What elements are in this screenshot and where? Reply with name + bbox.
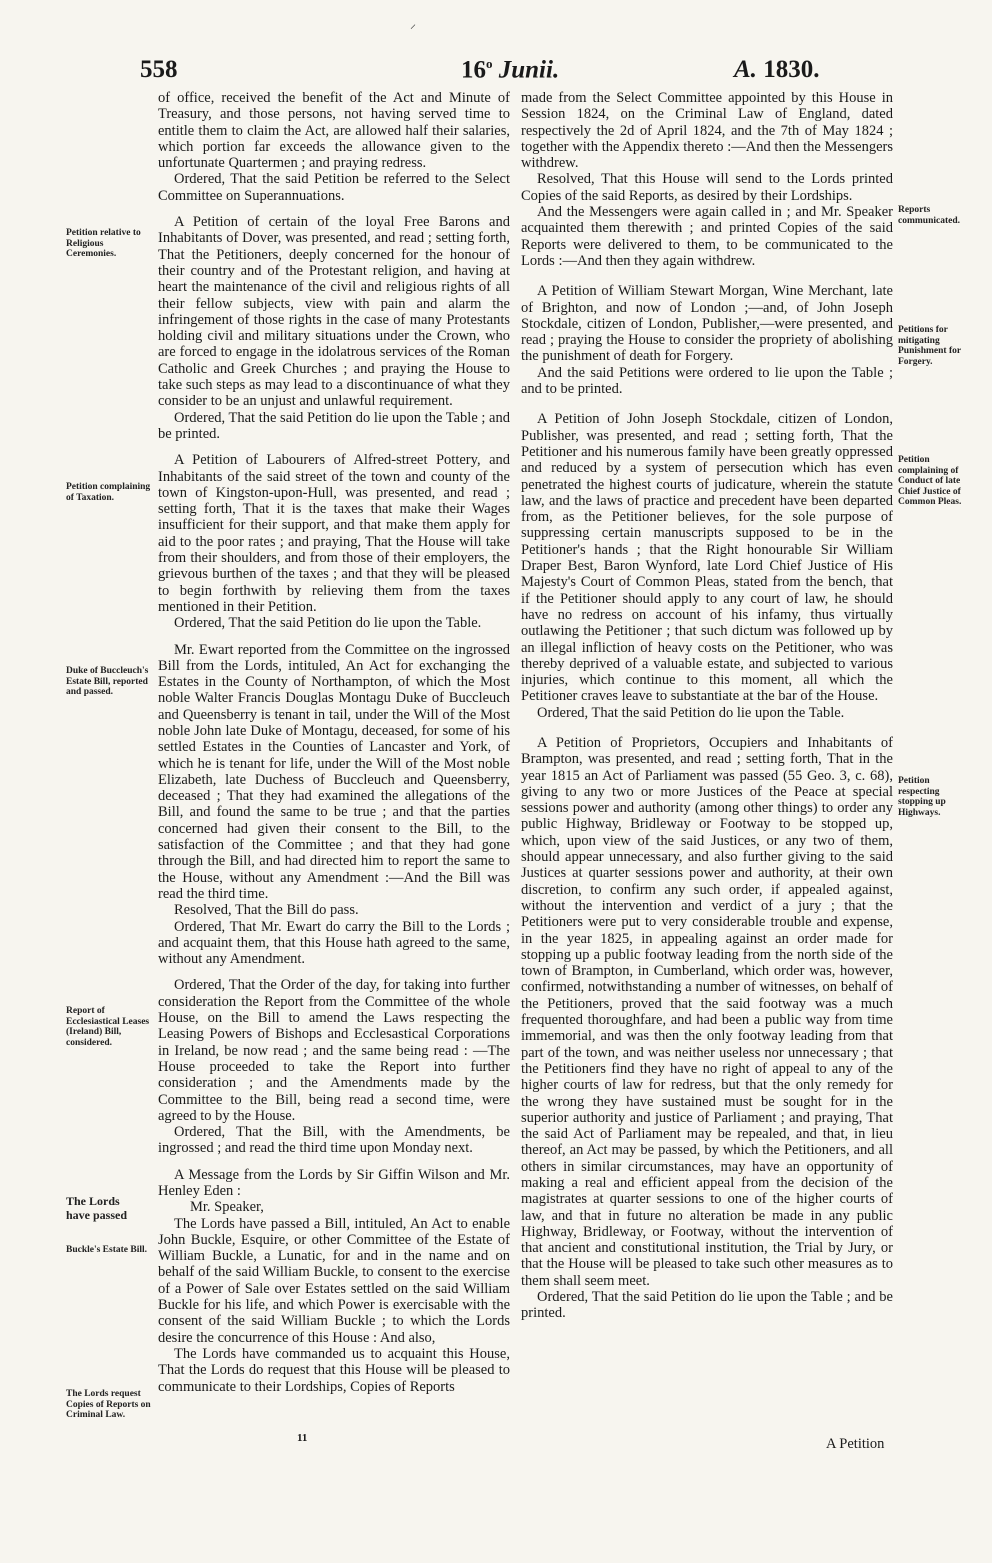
margin-note: Report of Ecclesiastical Leases (Ireland) Bill, considered. <box>66 1006 150 1048</box>
paragraph: Mr. Ewart reported from the Committee on the ingrossed Bill from the Lords, intituled, An Act for exchanging the Estates in the County of Northampton, of which the Most noble Walter Francis Douglas Montagu Duke of Buccleuch and Queensberry is tenant in tail, under the Will of the Most noble John late Duke of Montagu, deceased, for some of his settled Estates in the Counties of Lancaster and York, of which he is tenant for life, under the Will of the Most noble Elizabeth, late Duchess of Buccleuch and Queensberry, deceased ; That they had examined the allegations of the Bill, and found the same to be true ; and that the parties concerned had given their consent to the Bill, to the satisfaction of the Committee ; and that they had gone through the Bill, and had directed him to report the same to the House, without any Amendment :—And the Bill was read the third time. <box>158 641 510 902</box>
margin-note: The Lords have passed <box>66 1194 128 1222</box>
margin-note: Petition complaining of Conduct of late Chief Justice of Common Pleas. <box>898 455 962 507</box>
paragraph: made from the Select Committee appointed by this House in Session 1824, on the Criminal Law of England, dated respectively the 2d of April 1824, and the 7th of May 1824 ; together with the Appendix thereto :—And then the Messengers withdrew. <box>521 90 893 172</box>
margin-note: The Lords request Copies of Reports on Criminal Law. <box>66 1389 151 1420</box>
paragraph: A Petition of Proprietors, Occupiers and Inhabitants of Brampton, was presented, and read ; setting forth, That in the year 1815 an Act of Parliament was passed (55 Geo. 3, c. 68), giving to any two or more Justices of the Peace at special sessions power and authority (among other things) to order any public Highway, Bridleway or Footway to be stopped up, which, upon view of the said Justices, or any two of them, should appear unnecessary, and also further giving to the said Justices at quarter sessions power and authority, at their own discretion, to confirm any such order, if appealed against, without the intervention and verdict of a jury ; that the Petitioners were put to very considerable trouble and expense, in the year 1825, in appealing against an order made for stopping up a public footway leading from the north side of the town of Brampton, in Cumberland, which order was, however, confirmed, notwithstanding a number of witnesses, on behalf of the Petitioners, proved that the said footway was a much frequented thoroughfare, and had been a public way from time immemorial, and was then the only footway leading from that part of the town, and was neither useless nor unnecessary ; that the Petitioners find they have no right of appeal to any of the higher courts of law for redress, but that the only remedy for the wrong they have sustained must be sought for in the superior authority and justice of Parliament ; and praying, That the said Act of Parliament may be repealed, and that, in lieu thereof, an Act may be passed, by which the Petitioners, and all others in similar circumstances, may have an opportunity of making a real and efficient appeal from the decision of the magistrates at quarter sessions to one of the higher courts of law, and that in future no alteration be made in any public Highway, Bridleway, or Footway, without the intervention of that ancient and constitutional institution, the Trial by Jury, or that the House will be pleased to take such other measures as to them shall seem meet. <box>521 734 893 1289</box>
right-column <box>521 90 893 1322</box>
paragraph: Ordered, That the Bill, with the Amendments, be ingrossed ; and read the third time upon Monday next. <box>158 1124 510 1157</box>
catchword: A Petition <box>826 1436 885 1452</box>
paragraph: of office, received the benefit of the Act and Minute of Treasury, and those persons, not having served time to entitle them to claim the Act, are allowed half their salaries, which portion far exceeds the allowance given to the unfortunate Quartermen ; and praying redress. <box>158 90 510 172</box>
paragraph: Ordered, That the said Petition be referred to the Select Committee on Superannuations. <box>158 171 510 204</box>
paragraph: A Petition of John Joseph Stockdale, citizen of London, Publisher, was presented, and read ; setting forth, That the Petitioner and his numerous family have been greatly oppressed and reduced by a system of persecution which has even penetrated the highest courts of judicature, wherein the statute law, and the laws of practice and precedent have been departed from, as the Petitioner believes, for the sole purpose of suppressing certain manuscripts supposed to be in the Petitioner's hands ; that the Right honourable Sir William Draper Best, Baron Wynford, late Lord Chief Justice of His Majesty's Court of Common Pleas, stated from the bench, that if the Petitioner should apply to any court of law, he should have no redress on account of his infamy, thus virtually outlawing the Petitioner ; that such dictum was followed up by an illegal infliction of heavy costs on the Petitioner, who was thereby deprived of a valuable estate, and subjected to various injuries, which continue to this moment, all which the Petitioner craves leave to substantiate at the bar of the House. <box>521 411 893 705</box>
paragraph: Ordered, That the Order of the day, for taking into further consideration the Report from the Committee of the whole House, on the Bill to amend the Laws respecting the Leasing Powers of Bishops and Ecclesastical Corporations in Ireland, be now read ; and the same being read : —The House proceeded to take the Report into further consideration ; and the Amendments made by the Committee to the Bill, being read a second time, were agreed to by the House. <box>158 977 510 1124</box>
left-column <box>158 90 510 1395</box>
page-number: 558 <box>140 56 178 83</box>
margin-note: Petition respecting stopping up Highways. <box>898 776 946 818</box>
paragraph: Ordered, That Mr. Ewart do carry the Bill to the Lords ; and acquaint them, that this House hath agreed to the same, without any Amendment. <box>158 918 510 968</box>
paragraph: A Petition of William Stewart Morgan, Wine Merchant, late of Brighton, and now of London ;—and, of John Joseph Stockdale, citizen of London, Publisher,—were presented, and read ; praying the House to consider the propriety of abolishing the punishment of death for Forgery. <box>521 283 893 365</box>
gutter-mark: ⸍ <box>410 22 417 36</box>
margin-note: Reports communicated. <box>898 205 961 226</box>
margin-note: Duke of Buccleuch's Estate Bill, reported and passed. <box>66 666 149 697</box>
running-header <box>0 56 992 92</box>
margin-note: Petition relative to Religious Ceremonies. <box>66 228 141 259</box>
paragraph: The Lords have commanded us to acquaint this House, That the Lords do request that this House will be pleased to communicate to their Lordships, Copies of Reports <box>158 1345 510 1395</box>
paragraph: A Petition of Labourers of Alfred-street Pottery, and Inhabitants of the said street of the town and county of the town of Kingston-upon-Hull, was presented, and read ; setting forth, That it is the taxes that make their Wages insufficient for their support, and that make them apply for aid to the poor rates ; and praying, That the House will take from their shoulders, and from those of their employers, the grievous burthen of the taxes ; and that they will be pleased to begin forthwith by relieving them from the taxes mentioned in their Petition. <box>158 452 510 615</box>
paragraph: Ordered, That the said Petition do lie upon the Table ; and be printed. <box>158 409 510 442</box>
page-year: A. 1830. <box>734 56 820 83</box>
margin-note: Petitions for mitigating Punishment for Forgery. <box>898 325 961 367</box>
paragraph: Resolved, That the Bill do pass. <box>174 902 359 919</box>
paragraph: The Lords have passed a Bill, intituled, An Act to enable John Buckle, Esquire, or other Committee of the Estate of William Buckle, a Lunatic, for and in the name and on behalf of the said William Buckle, to consent to the exercise of a Power of Sale over Estates settled on the said William Buckle for his life, and which Power is exercisable with the consent of the said William Buckle ; to which the Lords desire the concurrence of this House : And also, <box>158 1215 510 1346</box>
signature-mark: 11 <box>297 1432 308 1444</box>
paragraph: Mr. Speaker, <box>190 1199 264 1216</box>
margin-note: Buckle's Estate Bill. <box>66 1245 148 1255</box>
paragraph: Ordered, That the said Petition do lie upon the Table. <box>174 615 482 632</box>
page-date: 16$^o$ Junii. <box>461 56 560 84</box>
margin-note: Petition complaining of Taxation. <box>66 482 151 503</box>
paragraph: A Petition of certain of the loyal Free Barons and Inhabitants of Dover, was presented, and read ; setting forth, That the Petitioners, deeply concerned for the honour of their country and of the Protestant religion, and having at heart the maintenance of the civil and religious rights of all their fellow subjects, view with pain and alarm the infringement of those rights in the case of many Protestants holding civil and military situations under the Crown, who are forced to engage in the idolatrous services of the Roman Catholic and Greek Churches ; and praying the House to take such steps as may lead to a discontinuance of what they consider to be an unjust and unlawful requirement. <box>158 214 510 410</box>
paragraph: And the Messengers were again called in ; and Mr. Speaker acquainted them therewith ; and printed Copies of the said Reports were delivered to them, to be communicated to the Lords :—And then they again withdrew. <box>521 204 893 269</box>
paragraph: Ordered, That the said Petition do lie upon the Table ; and be printed. <box>521 1289 893 1322</box>
paragraph: Ordered, That the said Petition do lie upon the Table. <box>537 704 845 721</box>
paragraph: And the said Petitions were ordered to lie upon the Table ; and to be printed. <box>521 364 893 398</box>
paragraph: Resolved, That this House will send to the Lords printed Copies of the said Reports, as desired by their Lordships. <box>521 171 893 204</box>
paragraph: A Message from the Lords by Sir Giffin Wilson and Mr. Henley Eden : <box>158 1166 510 1199</box>
